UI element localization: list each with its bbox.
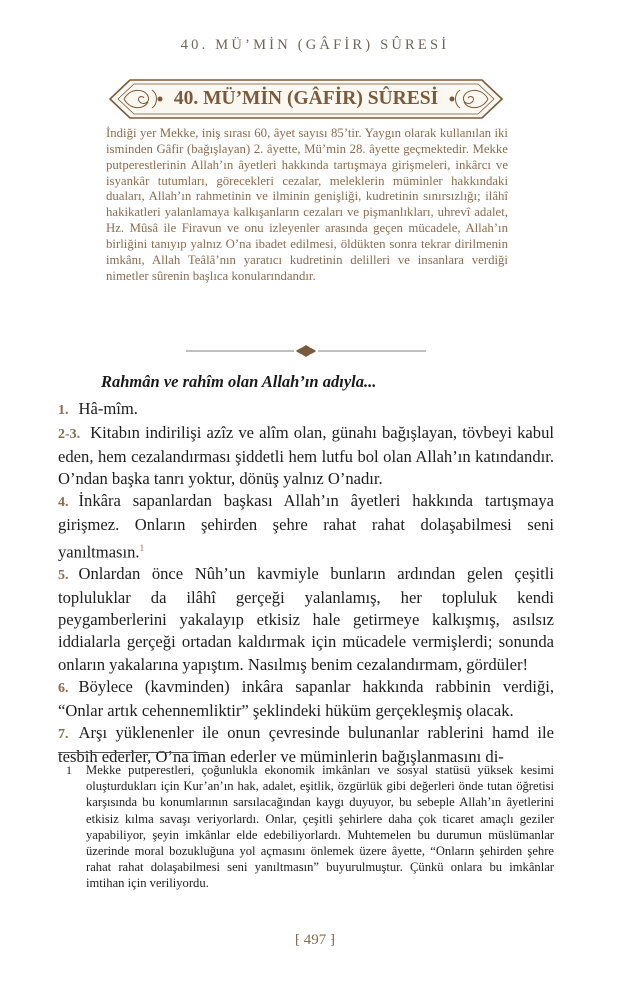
verse-number: 5. bbox=[58, 568, 69, 584]
verse-number: 4. bbox=[58, 495, 69, 511]
surah-title-banner bbox=[106, 76, 506, 122]
footnote-reference[interactable]: 1 bbox=[139, 542, 145, 553]
verse-number: 1. bbox=[58, 403, 69, 418]
basmala: Rahmân ve rahîm olan Allah’ın adıyla... bbox=[101, 372, 377, 391]
verse-4 bbox=[58, 490, 554, 563]
verse-number: 6. bbox=[58, 680, 69, 696]
page-number: 497 bbox=[303, 932, 327, 948]
verse-text: Hâ-mîm. bbox=[78, 399, 138, 418]
verse-text: İnkâra sapanlardan başkası Allah’ın âyetleri hakkında tartışmaya girişmez. Onların şehirden şehre rahat rahat dolaşabilmesi seni yanıltmasın. bbox=[58, 491, 554, 562]
surah-title: 40. MÜ’MİN (GÂFİR) SÛRESİ bbox=[173, 88, 439, 109]
running-head: 40. MÜ’MİN (GÂFİR) SÛRESİ bbox=[180, 37, 450, 53]
ornament-right-icon: ⁆ bbox=[330, 932, 336, 947]
verse-2-3 bbox=[58, 422, 554, 490]
ornament-left-icon: ⁅ bbox=[294, 932, 300, 947]
verse-number: 7. bbox=[58, 726, 69, 742]
surah-introduction: İndiği yer Mekke, iniş sırası 60, âyet sayısı 85’tir. Yaygın olarak kullanılan iki isminden Gâfir (bağışlayan) 2. âyette, Mü’min 28. âyette geçmektedir. Mekke putperestlerinin Allah’ın âyetleri hakkında tartışmaya girişmeleri, inkârcı ve isyankâr tutumları, görecekleri cezalar, meleklerin müminler hakkındaki duaları, Allah’ın rahmetinin ve ilminin genişliği, kudretinin sınırsızlığı; ilâhî hakikatleri yalanlamaya kalkışanların cezaları ve pişmanlıkları, uhrevî adalet, Hz. Mûsâ ile Firavun ve onu izleyenler arasında geçen mücadele, Allah’ın birliğini tanıyıp yalnız O’na ibadet edilmesi, öldükten sonra tekrar dirilmenin imkânı, Allah Teâlâ’nın yaratıcı kudretinin delilleri ve insanlara verdiği nimetler sûrenin başlıca konularındandır. bbox=[106, 126, 508, 283]
verse-6 bbox=[58, 676, 554, 722]
verse-text: Onlardan önce Nûh’un kavmiyle bunların ardından gelen çeşitli topluluklar da ilâhî gerçeği yalanlamış, her topluluk kendi peygamberlerini yakalayıp etkisiz hale getirmeye kalkışmış, asılsız iddialarla gerçeği ortadan kaldırmak için mücadele vermişlerdi; sonunda onların yakalarına yapıştım. Nasılmış benim cezalandırmam, gördüler! bbox=[58, 564, 554, 674]
footnote-number: 1 bbox=[66, 763, 72, 777]
fleuron-icon bbox=[296, 345, 316, 357]
footnote-text: Mekke putperestleri, çoğunlukla ekonomik imkânları ve sosyal statüsü yüksek kesimi oluşturdukları için Kur’an’ın hak, adalet, eşitlik, özgürlük gibi değerleri önde tutan öğretisi karşısında bu konumlarının sarsılacağından kaygı duyuyor, bu sebeple Allah’ın âyetlerini etkisiz kılma savaşı veriyorlardı. Onlar, çeşitli şehirlere daha çok ticaret amaçlı geziler yapabiliyor, şeyin imkânlar elde edebiliyorlardı. Muhtemelen bu durumun müslümanlar üzerinde moral bozukluğuna yol açmasını önlemek üzere âyette, “Onların şehirden şehre rahat rahat dolaşabilmesi seni yanıltmasın” buyurulmuştur. Çünkü onlara bu imkânlar imtihan için veriliyordu. bbox=[86, 763, 554, 891]
verse-text: Kitabın indirilişi azîz ve alîm olan, günahı bağışlayan, tövbeyi kabul eden, hem cezalandırması şiddetli hem lutfu bol olan Allah’ın katındandır. O’ndan başka tanrı yoktur, dönüş yalnız O’nadır. bbox=[58, 423, 554, 489]
verse-text: Arşı yüklenenler ile onun çevresinde bulunanlar rablerini hamd ile tesbih ederler, O’na iman ederler ve müminlerin bağışlanmasını di- bbox=[58, 722, 554, 766]
page-number-block bbox=[0, 932, 630, 949]
footnote bbox=[58, 762, 554, 892]
section-divider bbox=[186, 344, 426, 358]
verse-number: 2-3. bbox=[58, 427, 81, 443]
verse-text: Böylece (kavminden) inkâra sapanlar hakkında rabbinin verdiği, “Onlar artık cehennemliktir” şeklindeki hüküm gerçekleşmiş olacak. bbox=[58, 676, 554, 720]
verse-5 bbox=[58, 563, 554, 675]
footnote-divider bbox=[58, 752, 208, 753]
verse-1 bbox=[58, 398, 554, 422]
verse-list bbox=[58, 398, 554, 768]
